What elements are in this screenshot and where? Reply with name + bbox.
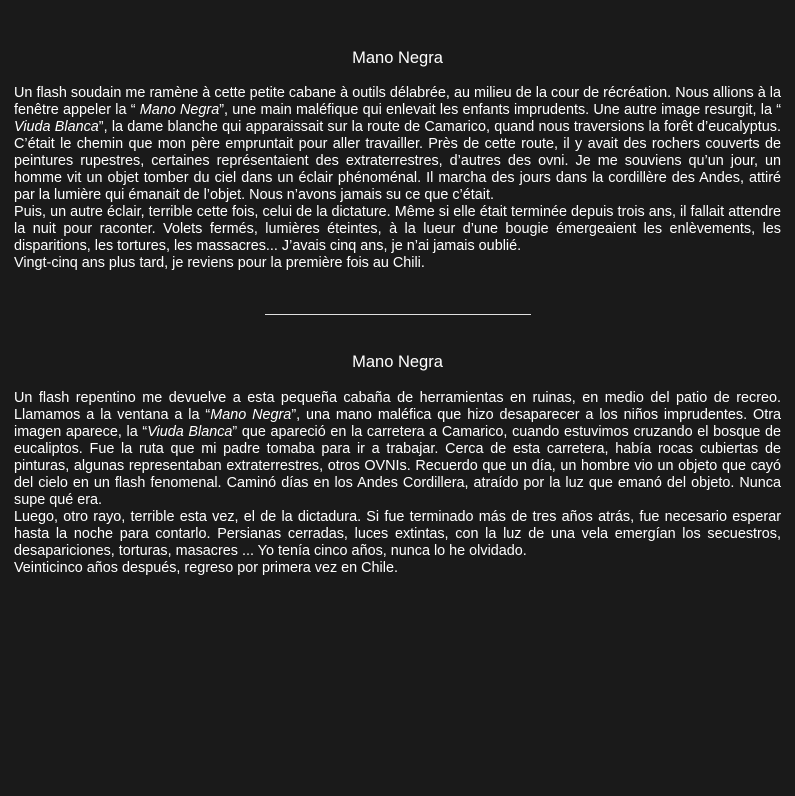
spanish-p1-text-a: Un flash repentino me devuelve a esta pequeña cabaña de herramientas en ruinas, en medio del patio de recreo. Llamamos a la ventana a la “ [14,390,781,423]
spanish-section-title: Mano Negra [352,353,443,371]
spanish-section-body [14,390,781,577]
french-p1-text-a: Un flash soudain me ramène à cette petite cabane à outils délabrée, au milieu de la cour de récréation. Nous allions à la fenêtre appeler la “ [14,85,781,118]
french-paragraph-3: Vingt-cinq ans plus tard, je reviens pour la première fois au Chili. [14,255,425,271]
spanish-p1-mano-negra: Mano Negra [210,407,292,423]
spanish-p1-viuda-blanca: Viuda Blanca [147,424,233,440]
french-p1-viuda-blanca: Viuda Blanca [14,119,99,135]
spanish-paragraph-1 [14,390,781,509]
french-paragraph-1 [14,85,781,204]
french-section-title: Mano Negra [352,49,443,67]
spanish-p1-text-e: ” que apareció en la carretera a Camarico, cuando estuvimos cruzando el bosque de eucaliptos. Fue la ruta que mi padre tomaba para ir a trabajar. Cerca de esta carretera, había rocas cubiertas de pinturas, algunas representaban extraterrestres, otros OVNIs. Recuerdo que un día, un hombre vio un objeto que cayó del cielo en un flash fenomenal. Caminó días en los Andes Cordillera, atraído por la luz que emanó del objeto. Nunca supe qué era. [14,424,781,508]
french-p1-mano-negra: Mano Negra [139,102,220,118]
french-section-body [14,85,781,272]
spanish-paragraph-2: Luego, otro rayo, terrible esta vez, el de la dictadura. Si fue terminado más de tres años atrás, fue necesario esperar hasta la noche para contarlo. Persianas cerradas, luces extintas, con la luz de una vela emergían los secuestros, desapariciones, torturas, masacres ... Yo tenía cinco años, nunca lo he olvidado. [14,509,781,559]
french-p1-text-e: ”, la dame blanche qui apparaissait sur la route de Camarico, quand nous traversions la forêt d’eucalyptus. C’était le chemin que mon père empruntait pour aller travailler. Près de cette route, il y avait des rochers couverts de peintures rupestres, certaines représentaient des extraterrestres, d’autres des ovni. Je me souviens qu’un jour, un homme vit un objet tomber du ciel dans un éclair phénoménal. Il marcha des jours dans la cordillère des Andes, attiré par la lumière qui émanait de l’objet. Nous n’avons jamais su ce que c’était. [14,119,781,203]
spanish-p1-text-c: ”, una mano maléfica que hizo desaparecer a los niños imprudentes. Otra imagen aparece, la “ [14,407,782,440]
section-divider [265,314,531,315]
french-paragraph-2: Puis, un autre éclair, terrible cette fois, celui de la dictature. Même si elle était terminée depuis trois ans, il fallait attendre la nuit pour raconter. Volets fermés, lumières éteintes, à la lueur d’une bougie émergeaient les enlèvements, les disparitions, les tortures, les massacres... J’avais cinq ans, je n’ai jamais oublié. [14,204,781,254]
french-p1-text-c: ”, une main maléfique qui enlevait les enfants imprudents. Une autre image resurgit, la “ [219,102,781,118]
spanish-paragraph-3: Veinticinco años después, regreso por primera vez en Chile. [14,560,398,576]
